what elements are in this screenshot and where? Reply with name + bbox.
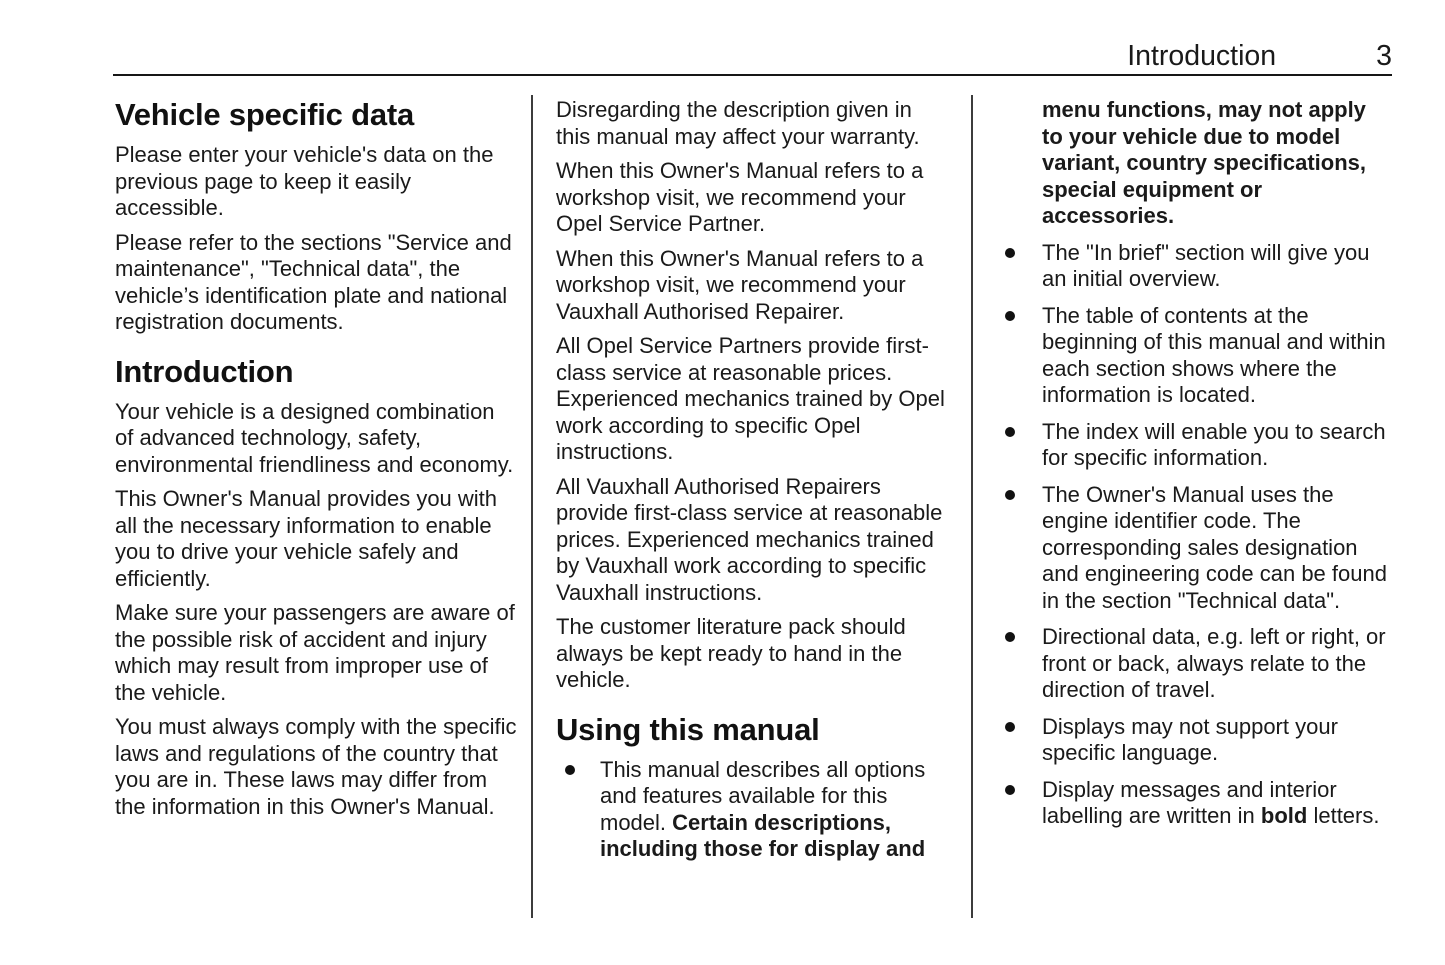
- header-chapter-title: Introduction: [1127, 40, 1277, 72]
- list-item: [1005, 303, 1390, 409]
- list-item: [1005, 714, 1390, 767]
- list-item: [556, 757, 948, 863]
- column-divider-right: [971, 95, 973, 918]
- list-item: [1005, 624, 1390, 704]
- list-item: [1005, 482, 1390, 615]
- bullet-list: [1005, 240, 1390, 830]
- paragraph: Make sure your passengers are aware of the possible risk of accident and injury which may result from improper use of the vehicle.: [115, 600, 515, 705]
- bullet-icon: [1005, 311, 1015, 321]
- list-item-text: The index will enable you to search for specific information.: [1042, 418, 1386, 470]
- bullet-icon: [1005, 490, 1015, 500]
- header-rule: [113, 74, 1392, 76]
- list-item: [1005, 240, 1390, 293]
- paragraph: This Owner's Manual provides you with all the necessary information to enable you to drive your vehicle safely and efficiently.: [115, 486, 498, 591]
- list-item-text: Display messages and interior labelling are written in: [1042, 776, 1337, 828]
- bullet-icon: [1005, 632, 1015, 642]
- list-item-text-bold: Certain descriptions, including those for display and: [600, 809, 926, 861]
- column-right: [1005, 97, 1390, 840]
- list-item-text: Directional data, e.g. left or right, or front or back, always relate to the direction of travel.: [1042, 624, 1386, 702]
- list-item: [1005, 777, 1390, 830]
- list-item-text: letters.: [1307, 803, 1380, 828]
- paragraph: Your vehicle is a designed combination of advanced technology, safety, environmental friendliness and economy.: [115, 398, 514, 477]
- bullet-icon: [1005, 785, 1015, 795]
- column-left: [115, 97, 517, 828]
- list-item: [1005, 419, 1390, 472]
- section-heading-using-this-manual: Using this manual: [556, 711, 820, 747]
- list-item-text: This manual describes all options and features available for this model.: [600, 756, 926, 835]
- section-heading-introduction: Introduction: [115, 353, 294, 389]
- column-divider-left: [531, 95, 533, 918]
- paragraph: When this Owner's Manual refers to a workshop visit, we recommend your Opel Service Partner.: [556, 158, 924, 236]
- header-page-number: 3: [1376, 40, 1392, 72]
- paragraph: The customer literature pack should always be kept ready to hand in the vehicle.: [556, 614, 906, 692]
- list-item-text-bold: bold: [1260, 803, 1308, 828]
- list-item-text: The Owner's Manual uses the engine identifier code. The corresponding sales designation and engineering code can be found in the section "Technical data".: [1042, 481, 1387, 613]
- bullet-icon: [565, 765, 575, 775]
- bullet-continuation-text: menu functions, may not apply to your vehicle due to model variant, country specifications, special equipment or accessories.: [1042, 97, 1366, 228]
- paragraph: All Vauxhall Authorised Repairers provide first-class service at reasonable prices. Experienced mechanics trained by Vauxhall work according to specific Vauxhall instructions.: [556, 473, 943, 605]
- running-header: [113, 40, 1392, 72]
- section-heading-vehicle-specific-data: Vehicle specific data: [115, 97, 415, 132]
- paragraph: Please refer to the sections "Service and maintenance", "Technical data", the vehicle’s identification plate and national registration documents.: [115, 229, 512, 334]
- bullet-icon: [1005, 722, 1015, 732]
- paragraph: You must always comply with the specific laws and regulations of the country that you are in. These laws may differ from the information in this Owner's Manual.: [115, 714, 517, 819]
- column-middle: [556, 97, 948, 873]
- paragraph: All Opel Service Partners provide first-class service at reasonable prices. Experienced mechanics trained by Opel work according to specific Opel instructions.: [556, 333, 945, 464]
- list-item-text: The "In brief" section will give you an initial overview.: [1042, 239, 1370, 291]
- list-item-text: Displays may not support your specific language.: [1042, 713, 1338, 765]
- paragraph: When this Owner's Manual refers to a workshop visit, we recommend your Vauxhall Authorised Repairer.: [556, 245, 924, 324]
- paragraph: Disregarding the description given in this manual may affect your warranty.: [556, 97, 920, 149]
- bullet-icon: [1005, 248, 1015, 258]
- bullet-icon: [1005, 427, 1015, 437]
- paragraph: Please enter your vehicle's data on the previous page to keep it easily accessible.: [115, 142, 494, 220]
- list-item-text: The table of contents at the beginning of this manual and within each section shows where the information is located.: [1042, 302, 1386, 407]
- bullet-list: [556, 757, 948, 863]
